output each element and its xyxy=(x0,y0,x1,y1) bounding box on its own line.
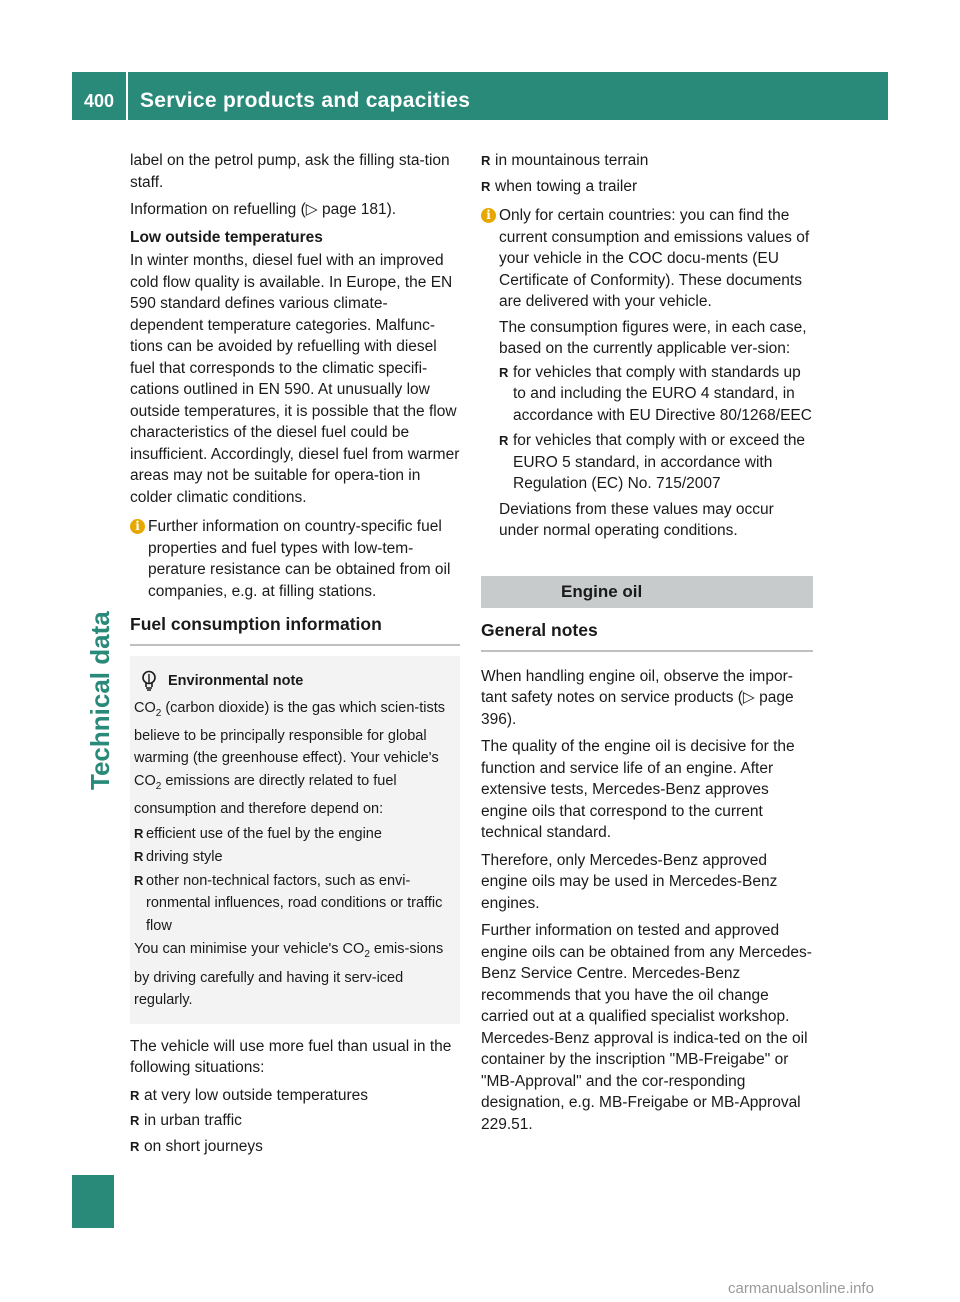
environmental-note-title xyxy=(134,670,456,693)
environmental-outro: You can minimise your vehicle's $CO_2$ emis-sions by driving carefully and having it serv-iced regularly. xyxy=(134,941,444,1009)
bullet-mark: R xyxy=(134,825,144,841)
list-item: R driving style xyxy=(134,846,456,869)
engine-oil-heading: Engine oil xyxy=(481,576,813,608)
bullet-mark: R xyxy=(499,364,509,380)
side-tab-label: Technical data xyxy=(85,611,115,790)
list-item: R in urban traffic xyxy=(130,1110,460,1132)
list-item: R at very low outside temperatures xyxy=(130,1085,460,1107)
consumption-text: The consumption figures were, in each case, based on the currently applicable ver-sion: xyxy=(499,318,807,357)
bullet-mark: R xyxy=(134,872,144,888)
engine-oil-paragraph: Therefore, only Mercedes-Benz approved engine oils may be used in Mercedes-Benz engines. xyxy=(481,851,778,912)
list-item: R for vehicles that comply with or exceed the EURO 5 standard, in accordance with Regulation (EC) No. 715/2007 xyxy=(499,432,806,492)
environmental-note-label: Environmental note xyxy=(168,673,304,689)
list-item: R on short journeys xyxy=(130,1136,460,1158)
deviation-text: Deviations from these values may occur under normal operating conditions. xyxy=(499,500,774,539)
watermark: carmanualsonline.info xyxy=(728,1280,874,1297)
list-item: R when towing a trailer xyxy=(481,176,813,198)
page-number: 400 xyxy=(83,91,115,111)
list-item: R in mountainous terrain xyxy=(481,150,813,172)
bullet-mark: R xyxy=(130,1113,140,1129)
info-icon: i xyxy=(130,519,145,534)
section-title: Service products and capacities xyxy=(140,89,471,112)
info-note-text: Further information on country-specific fuel properties and fuel types with low-tem-perature resistance can be obtained from oil companies, e.g. at filling stations. xyxy=(148,518,451,600)
info-note-text: Only for certain countries: you can find the current consumption and emissions values of your vehicle in the COC docu-ments (EU Certificate of Conformity). These documents are delivered with your vehicle. xyxy=(499,207,810,310)
left-column xyxy=(130,150,460,1161)
environmental-note-box xyxy=(130,656,460,1024)
info-note xyxy=(481,205,813,542)
bullet-mark: R xyxy=(481,153,491,168)
side-tab-marker xyxy=(72,1175,114,1228)
general-notes-heading: General notes xyxy=(481,618,813,652)
bullet-mark: R xyxy=(130,1087,140,1103)
petrol-pump-text: label on the petrol pump, ask the filling sta-tion staff. xyxy=(130,152,450,191)
info-icon: i xyxy=(481,208,496,223)
more-fuel-text: The vehicle will use more fuel than usual in the following situations: xyxy=(130,1037,452,1077)
bullet-mark: R xyxy=(481,178,491,194)
list-item: R other non-technical factors, such as envi-ronmental influences, road conditions or traffic flow xyxy=(134,870,456,938)
list-item: R for vehicles that comply with standards up to and including the EURO 4 standard, in accordance with EU Directive 80/1268/EEC xyxy=(499,363,812,424)
engine-oil-paragraph: When handling engine oil, observe the impor-tant safety notes on service products (▷ page 396). xyxy=(481,667,794,728)
info-note xyxy=(130,516,460,602)
engine-oil-paragraph: The quality of the engine oil is decisive for the function and service life of an engine. After extensive tests, Mercedes-Benz approves engine oils that correspond to the current technical standard. xyxy=(481,738,795,841)
list-item: R efficient use of the fuel by the engine xyxy=(134,823,456,846)
bullet-mark: R xyxy=(134,849,144,865)
low-temp-text: In winter months, diesel fuel with an improved cold flow quality is available. In Europe, the EN 590 standard defines various climate-dependent temperature categories. Malfunc-tions can be avoided by refuelling with diesel fuel that corresponds to the climatic specifi-cations outlined in EN 590. At unusually low outside temperatures, it is possible that the flow characteristics of the diesel fuel could be insufficient. Accordingly, diesel fuel from warmer areas may not be suitable for opera-tion in colder climatic conditions. xyxy=(130,252,460,506)
right-column xyxy=(481,150,813,1141)
header-divider xyxy=(126,72,128,120)
bullet-mark: R xyxy=(499,433,509,448)
low-temp-heading: Low outside temperatures xyxy=(130,228,323,246)
bullet-mark: R xyxy=(130,1138,140,1154)
fuel-consumption-heading: Fuel consumption information xyxy=(130,612,460,646)
environmental-intro: $CO_2$ (carbon dioxide) is the gas which scien-tists believe to be principally responsible for global warming (the greenhouse effect). Your vehicle's $CO_2$ emissions are directly related to fuel consumption and therefore depend on: xyxy=(134,699,445,818)
lightbulb-icon xyxy=(140,670,158,692)
engine-oil-paragraph: Further information on tested and approved engine oils can be obtained from any Mercedes-Benz Service Centre. Mercedes-Benz recommends that you have the oil change carried out at a qualified specialist workshop. Mercedes-Benz approval is indica-ted on the oil container by the inscription "MB-Freigabe" or "MB-Approval" and the cor-responding designation, e.g. MB-Freigabe or MB-Approval 229.51. xyxy=(481,922,812,1133)
refuelling-reference: Information on refuelling (▷ page 181). xyxy=(130,201,397,218)
